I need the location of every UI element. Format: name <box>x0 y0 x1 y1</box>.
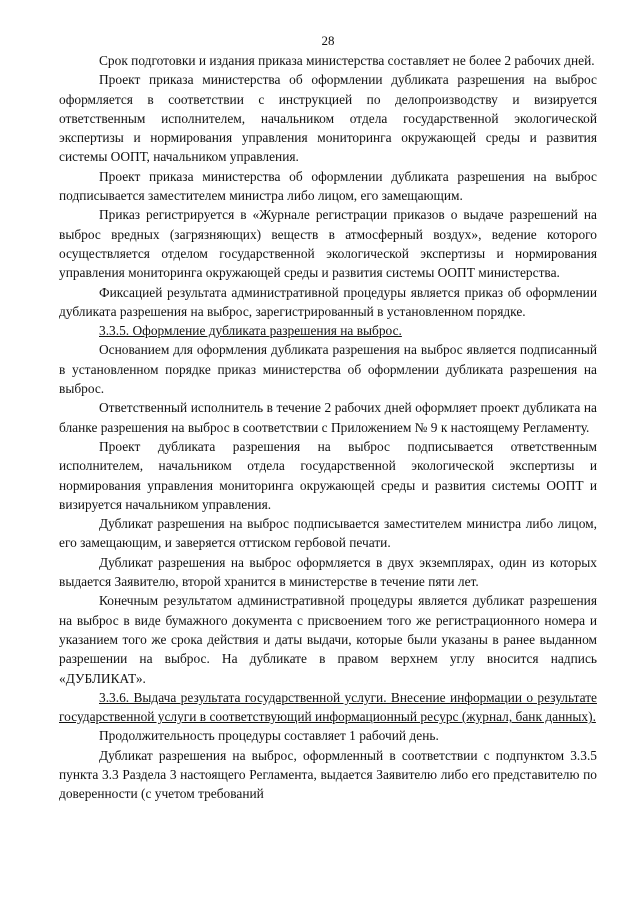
paragraph-14: Продолжительность процедуры составляет 1 рабочий день. <box>99 728 439 744</box>
paragraph-2: Проект приказа министерства об оформлении дубликата разрешения на выброс оформляется в соответствии с инструкцией по делопроизводству и визируется ответственным исполнителем, начальником отдела государственной экологической экспертизы и нормирования управления мониторинга окружающей среды и развития системы ООПТ, начальником управления. <box>59 72 597 165</box>
paragraph-1: Срок подготовки и издания приказа министерства составляет не более 2 рабочих дней. <box>99 53 595 68</box>
paragraph-3: Проект приказа министерства об оформлении дубликата разрешения на выброс подписывается заместителем министра либо лицом, его замещающим. <box>59 168 597 204</box>
paragraph-11: Дубликат разрешения на выброс оформляется в двух экземплярах, один из которых выдается Заявителю, второй хранится в министерстве в течение пяти лет. <box>59 554 597 590</box>
page-number: 28 <box>321 33 335 48</box>
paragraph-9: Проект дубликата разрешения на выброс подписывается ответственным исполнителем, начальником отдела государственной экологической экспертизы и нормирования управления мониторинга окружающей среды и развития системы ООПТ и визируется начальником управления. <box>59 438 597 512</box>
paragraph-4: Приказ регистрируется в «Журнале регистрации приказов о выдаче разрешений на выброс вредных (загрязняющих) веществ в атмосферный воздух», ведение которого осуществляется отделом государственной экологической экспертизы и нормирования управления мониторинга окружающей среды и развития системы ООПТ министерства. <box>59 207 597 281</box>
paragraph-10: Дубликат разрешения на выброс подписывается заместителем министра либо лицом, его замещающим, и заверяется оттиском гербовой печати. <box>59 516 597 551</box>
paragraph-12: Конечным результатом административной процедуры является дубликат разрешения на выброс в виде бумажного документа с присвоением того же регистрационного номера и указанием того же срока действия и даты выдачи, которые были указаны в ранее выданном разрешении на выброс. На дубликате в правом верхнем углу вносится надпись «ДУБЛИКАТ». <box>59 593 597 686</box>
paragraph-5: Фиксацией результата административной процедуры является приказ об оформлении дубликата разрешения на выброс, зарегистрированный в установленном порядке. <box>59 284 597 319</box>
paragraph-8: Ответственный исполнитель в течение 2 рабочих дней оформляет проект дубликата на бланке разрешения на выброс в соответствии с Приложением № 9 к настоящему Регламенту. <box>59 400 597 435</box>
section-heading-3-3-5: 3.3.5. Оформление дубликата разрешения на выброс. <box>99 323 402 339</box>
paragraph-15: Дубликат разрешения на выброс, оформленный в соответствии с подпунктом 3.3.5 пункта 3.3 Раздела 3 настоящего Регламента, выдается Заявителю либо его представителю по доверенности (с учетом требований <box>59 747 597 802</box>
section-heading-3-3-6: 3.3.6. Выдача результата государственной услуги. Внесение информации о результате государственной услуги в соответствующий информационный ресурс (журнал, банк данных). <box>59 689 597 725</box>
paragraph-7: Основанием для оформления дубликата разрешения на выброс является подписанный в установленном порядке приказ министерства об оформлении дубликата разрешения на выброс. <box>59 342 597 397</box>
